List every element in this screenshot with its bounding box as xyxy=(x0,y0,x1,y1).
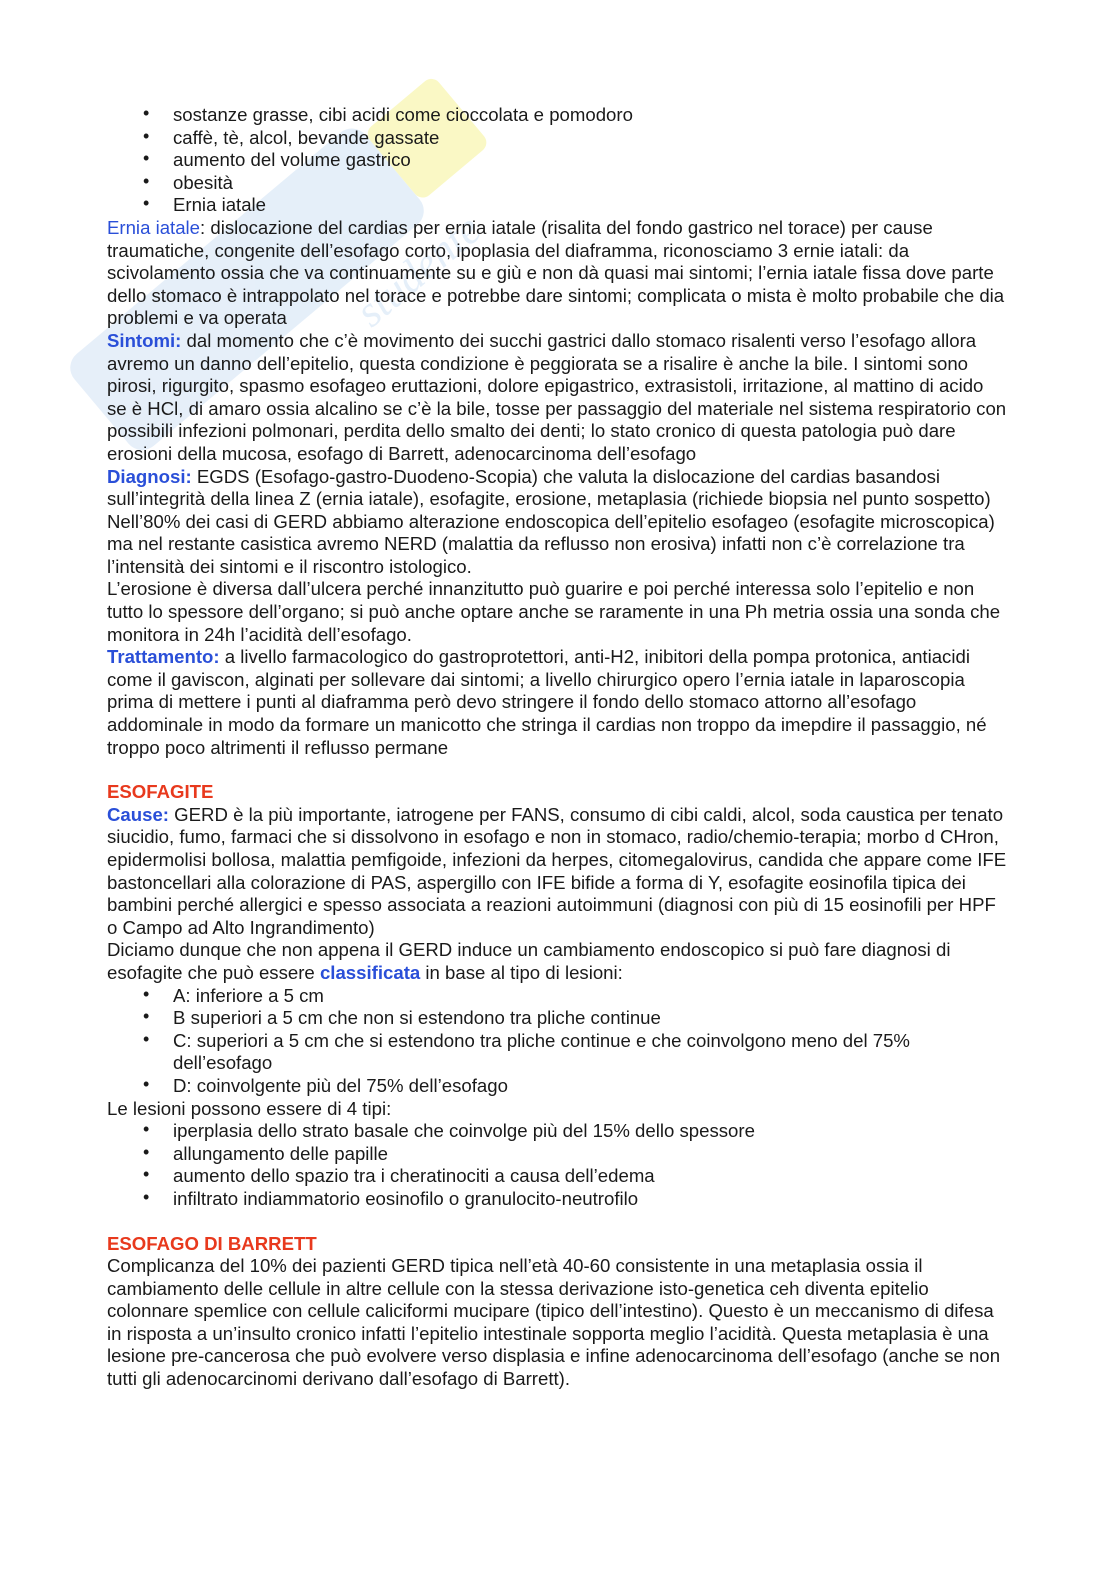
sintomi-text: dal momento che c’è movimento dei succhi gastrici dallo stomaco risalenti verso l’esofago allora avremo un danno dell’epitelio, questa condizione è peggiorata se a risalire è anche la bile. I sintomi sono pirosi, rigurgito, spasmo esofageo eruttazioni, dolore epigastrico, extrasistoli, irritazione, al mattino di acido se è HCl, di amaro ossia alcalino se c’è la bile, tosse per passaggio del materiale nel sistema respiratorio con possibili infezioni polmonari, perdita dello smalto dei denti; lo stato cronico di questa patologia può dare erosioni della mucosa, esofago di Barrett, adenocarcinoma dell’esofago xyxy=(107,329,1007,464)
classification-paragraph xyxy=(107,939,1007,984)
classificata-label: classificata xyxy=(319,961,421,983)
barrett-paragraph: Complicanza del 10% dei pazienti GERD tipica nell’età 40-60 consistente in una metaplasia ossia il cambiamento delle cellule in altre cellule con la stessa derivazione isto-genetica ceh diventa epitelio colonnare spemlice con cellule caliciformi mucipare (tipico dell’intestino). Questo è un meccanismo di difesa in risposta a un’insulto cronico infatti l’epitelio intestinale sopporta meglio l’acidità. Questa metaplasia è una lesione pre-cancerosa che può evolvere verso displasia e infine adenocarcinoma dell’esofago (anche se non tutti gli adenocarcinomi derivano dall’esofago di Barrett). xyxy=(107,1255,1001,1390)
ernia-paragraph xyxy=(107,217,1007,330)
list-item: • Ernia iatale xyxy=(173,194,1007,217)
lesioni-intro: Le lesioni possono essere di 4 tipi: xyxy=(107,1097,392,1119)
classification-list xyxy=(107,985,1007,1098)
list-item: • aumento dello spazio tra i cheratinociti a causa dell’edema xyxy=(173,1165,1007,1188)
list-item: • allungamento delle papille xyxy=(173,1143,1007,1166)
classification-text-end: in base al tipo di lesioni: xyxy=(420,961,623,983)
trattamento-label: Trattamento: xyxy=(107,646,220,668)
list-item: • aumento del volume gastrico xyxy=(173,149,1007,172)
list-item: • D: coinvolgente più del 75% dell’esofago xyxy=(173,1075,1007,1098)
list-item: • C: superiori a 5 cm che si estendono tra pliche continue e che coinvolgono meno del 75% dell’esofago xyxy=(173,1030,1007,1075)
cause-label: Cause: xyxy=(107,803,170,825)
document-page xyxy=(107,104,1007,1391)
trattamento-paragraph xyxy=(107,646,1007,759)
classification-text: Diciamo dunque che non appena il GERD induce un cambiamento endoscopico si può fare diagnosi di esofagite che può essere xyxy=(107,939,951,983)
list-item: • obesità xyxy=(173,172,1007,195)
list-item: • iperplasia dello strato basale che coinvolge più del 15% dello spessore xyxy=(173,1120,1007,1143)
ernia-label: Ernia iatale xyxy=(107,216,201,238)
sintomi-label: Sintomi: xyxy=(107,329,182,351)
lesioni-list xyxy=(107,1120,1007,1210)
list-item: • sostanze grasse, cibi acidi come cioccolata e pomodoro xyxy=(173,104,1007,127)
diagnosi-paragraph xyxy=(107,466,1007,579)
erosione-paragraph: L’erosione è diversa dall’ulcera perché innanzitutto può guarire e poi perché interessa solo l’epitelio e non tutto lo spessore dell’organo; si può anche optare anche se raramente in una Ph metria ossia una sonda che monitora in 24h l’acidità dell’esofago. xyxy=(107,578,1001,645)
watermark-text: studente xyxy=(346,204,491,337)
list-item: • caffè, tè, alcol, bevande gassate xyxy=(173,127,1007,150)
intro-list xyxy=(107,104,1007,217)
list-item: • infiltrato indiammatorio eosinofilo o granulocito-neutrofilo xyxy=(173,1188,1007,1211)
sintomi-paragraph xyxy=(107,330,1007,466)
diagnosi-label: Diagnosi: xyxy=(107,465,192,487)
diagnosi-text: EGDS (Esofago-gastro-Duodeno-Scopia) che valuta la dislocazione del cardias basandosi sull’integrità della linea Z (ernia iatale), esofagite, erosione, metaplasia (richiede biopsia nel punto sospetto) Nell’80% dei casi di GERD abbiamo alterazione endoscopica dell’epitelio esofageo (esofagite microscopica) ma nel restante casistica avremo NERD (malattia da reflusso non erosiva) infatti non c’è correlazione tra l’intensità dei sintomi e il riscontro istologico. xyxy=(107,465,995,577)
ernia-text: : dislocazione del cardias per ernia iatale (risalita del fondo gastrico nel torace) per cause traumatiche, congenite dell’esofago corto, ipoplasia del diaframma, riconosciamo 3 ernie iatali: da scivolamento ossia che va continuamente su e giù e non dà quasi mai sintomi; l’ernia iatale fissa dove parte dello stomaco è intrappolato nel torace e potrebbe dare sintomi; complicata o mista è molto probabile che dia problemi e va operata xyxy=(107,216,1005,329)
cause-paragraph xyxy=(107,804,1007,940)
barrett-heading: ESOFAGO DI BARRETT xyxy=(107,1232,317,1254)
trattamento-text: a livello farmacologico do gastroprotettori, anti-H2, inibitori della pompa protonica, antiacidi come il gaviscon, alginati per sollevare dai sintomi; a livello chirurgico opero l’ernia iatale in laparoscopia prima di mettere i punti al diaframma però devo stringere il fondo dello stomaco attorno all’esofago addominale in modo da formare un manicotto che stringa il cardias non troppo da imepdire il passaggio, né troppo poco altrimenti il reflusso permane xyxy=(107,646,987,758)
esofagite-heading: ESOFAGITE xyxy=(107,781,214,803)
list-item: • B superiori a 5 cm che non si estendono tra pliche continue xyxy=(173,1007,1007,1030)
list-item: • A: inferiore a 5 cm xyxy=(173,985,1007,1008)
cause-text: GERD è la più importante, iatrogene per FANS, consumo di cibi caldi, alcol, soda caustica per tenato siucidio, fumo, farmaci che si dissolvono in esofago e non in stomaco, radio/chemio-terapia; morbo d CHron, epidermolisi bollosa, malattia pemfigoide, infezioni da herpes, citomegalovirus, candida che appare come IFE bastoncellari alla colorazione di PAS, aspergillo con IFE bifide a forma di Y, esofagite eosinofila tipica dei bambini perché allergici e spesso associata a reazioni autoimmuni (diagnosi con più di 15 eosinofili per HPF o Campo ad Alto Ingrandimento) xyxy=(107,803,1007,938)
section-gap xyxy=(107,759,1007,781)
section-gap xyxy=(107,1211,1007,1233)
